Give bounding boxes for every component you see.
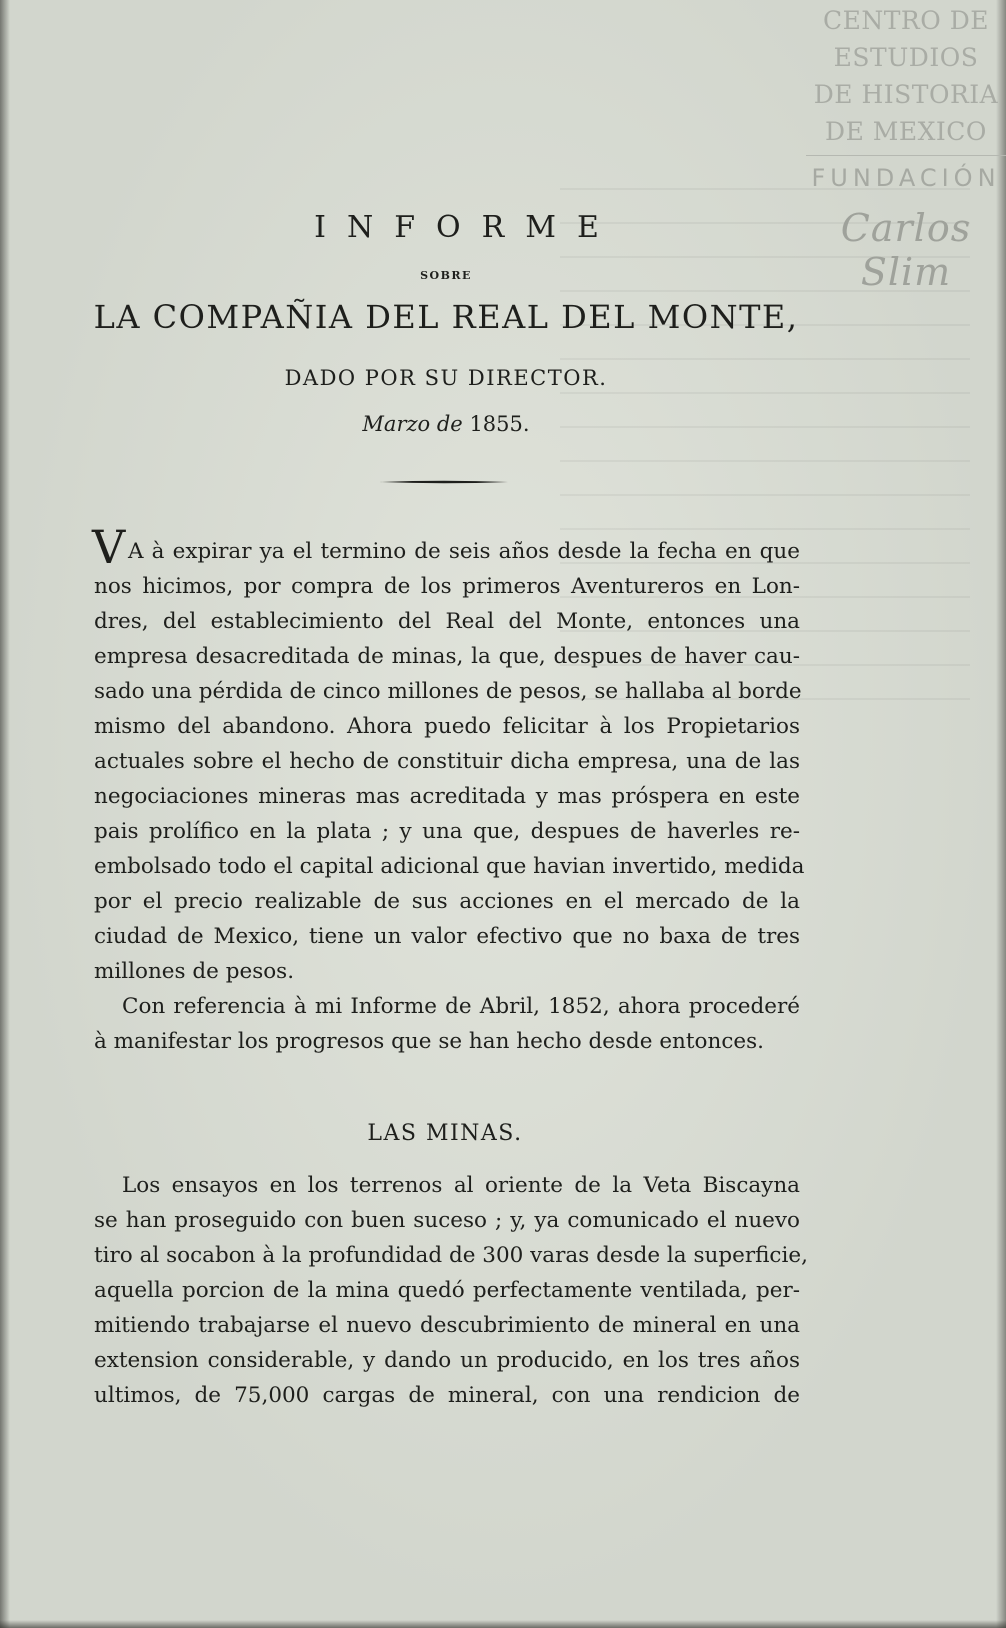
paragraph-line: actuales sobre el hecho de constituir dicha empresa, una de las [94,749,800,774]
paragraph-line: ciudad de Mexico, tiene un valor efectivo que no baxa de tres [94,924,800,949]
paragraph-line: Con referencia à mi Informe de Abril, 1852, ahora procederé [122,994,800,1019]
paragraph-line: pais prolífico en la plata ; y una que, despues de haverles re- [94,819,800,844]
ornamental-rule [380,480,508,484]
paragraph-line: aquella porcion de la mina quedó perfectamente ventilada, per- [94,1278,800,1303]
drop-cap: V [92,520,126,574]
paragraph-line: por el precio realizable de sus acciones en el mercado de la [94,889,800,914]
paragraph-line: sado una pérdida de cinco millones de pesos, se hallaba al borde [94,679,802,704]
date-month: Marzo de [362,412,463,436]
paragraph-line: millones de pesos. [94,959,295,984]
paragraph-line: mitiendo trabajarse el nuevo descubrimiento de mineral en una [94,1313,800,1338]
stamp-divider [806,155,1006,156]
paragraph-line: extension considerable, y dando un producido, en los tres años [94,1348,800,1373]
document-date [0,412,892,436]
paragraph-line: nos hicimos, por compra de los primeros Aventureros en Lon- [94,574,800,599]
paragraph-line: A à expirar ya el termino de seis años desde la fecha en que [128,539,800,564]
stamp-fundacion: FUNDACIÓN [811,164,1001,192]
author-line: DADO POR SU DIRECTOR. [284,366,608,390]
paragraph-line: mismo del abandono. Ahora puedo felicitar à los Propietarios [94,714,800,739]
paragraph-line: à manifestar los progresos que se han hecho desde entonces. [94,1029,764,1054]
paragraph-line: se han proseguido con buen suceso ; y, ya comunicado el nuevo [94,1208,800,1233]
date-year: 1855. [469,412,530,436]
paragraph-line: Los ensayos en los terrenos al oriente de la Veta Biscayna [122,1173,800,1198]
company-name: LA COMPAÑIA DEL REAL DEL MONTE, [93,298,799,336]
paragraph-line: negociaciones mineras mas acreditada y mas próspera en este [94,784,800,809]
stamp-line: DE HISTORIA [813,80,999,109]
stamp-institution-name [806,2,1006,150]
paragraph-line: dres, del establecimiento del Real del Monte, entonces una [94,609,800,634]
paragraph-line: ultimos, de 75,000 cargas de mineral, con una rendicion de [94,1383,800,1408]
paragraph-line: tiro al socabon à la profundidad de 300 varas desde la superficie, [94,1243,808,1268]
document-title: INFORME [314,210,620,245]
paragraph-line: empresa desacreditada de minas, la que, despues de haver cau- [94,644,800,669]
paragraph-line: embolsado todo el capital adicional que havian invertido, medida [94,854,805,879]
title-preposition: SOBRE [420,269,472,282]
section-heading: LAS MINAS. [367,1121,523,1146]
stamp-line: ESTUDIOS [833,43,979,72]
stamp-line: DE MEXICO [825,117,987,146]
stamp-line: CENTRO DE [823,6,989,35]
stamp-signature: Carlos Slim [840,206,972,294]
